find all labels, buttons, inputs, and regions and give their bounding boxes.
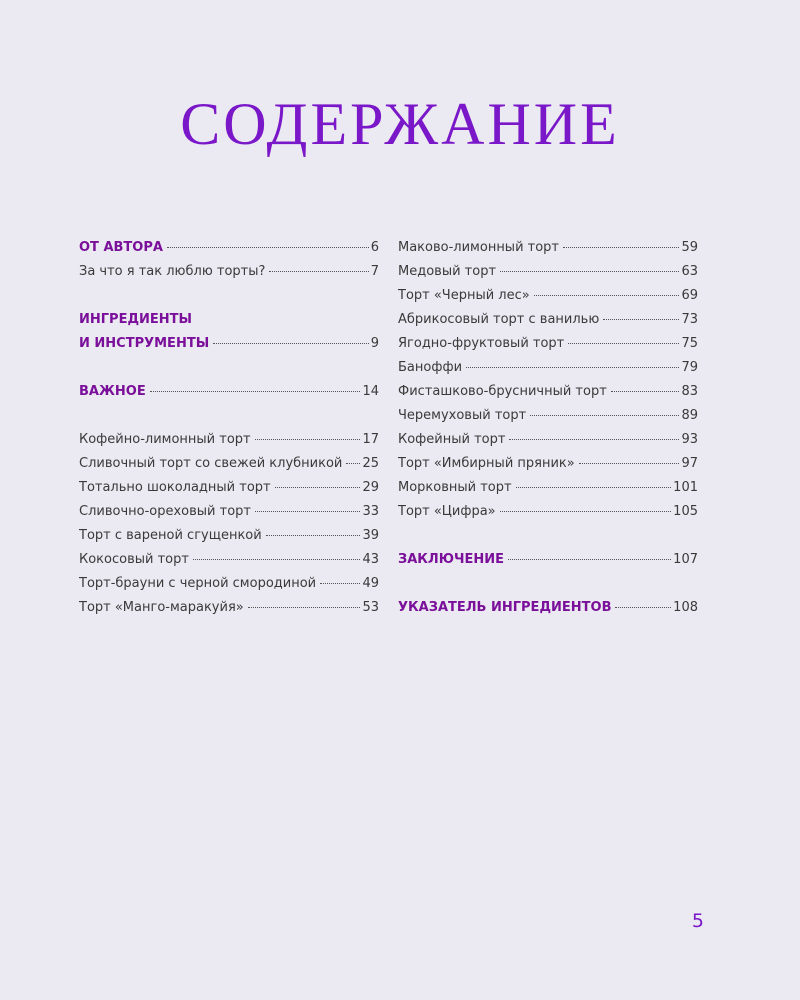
toc-entry-page: 59 [681,240,698,255]
toc-entry[interactable] [79,476,379,500]
toc-entry-index[interactable] [398,596,698,620]
toc-left-column [79,236,379,620]
dot-leader [615,607,671,608]
dot-leader [611,391,680,392]
toc-entry[interactable] [398,452,698,476]
dot-leader [500,511,672,512]
dot-leader [516,487,672,488]
toc-entry[interactable] [79,524,379,548]
toc-entry-page: 69 [681,288,698,303]
page-number: 5 [691,910,704,932]
dot-leader [193,559,361,560]
toc-entry-title: Кокосовый торт [79,552,189,567]
toc-entry-author[interactable] [79,236,379,260]
dot-leader [579,463,680,464]
toc-entry[interactable] [398,404,698,428]
dot-leader [500,271,679,272]
toc-entry[interactable] [398,476,698,500]
dot-leader [568,343,679,344]
toc-entry-title: ИНГРЕДИЕНТЫ [79,312,193,327]
toc-entry-title: Медовый торт [398,264,497,279]
toc-recipes-right [398,236,698,524]
toc-entry-page: 43 [362,552,379,567]
dot-leader [534,295,680,296]
toc-entry-title: Абрикосовый торт с ванилью [398,312,600,327]
dot-leader [530,415,679,416]
toc-entry-title: ОТ АВТОРА [79,240,163,255]
toc-entry-page: 49 [362,576,379,591]
dot-leader [275,487,361,488]
toc-entry-page: 63 [681,264,698,279]
toc-entry-page: 39 [362,528,379,543]
dot-leader [266,535,361,536]
dot-leader [255,439,361,440]
toc-heading-ingredients [79,308,379,332]
toc-entry-title: Черемуховый торт [398,408,527,423]
toc-entry-title: Сливочный торт со свежей клубникой [79,456,343,471]
toc-entry-page: 53 [362,600,379,615]
dot-leader [508,559,671,560]
toc-entry-page: 107 [673,552,698,567]
toc-right-column [398,236,698,620]
toc-entry-title: За что я так люблю торты? [79,264,266,279]
toc-entry-title: И ИНСТРУМЕНТЫ [79,336,210,351]
dot-leader [563,247,679,248]
toc-entry[interactable] [79,500,379,524]
toc-entry-page: 101 [673,480,698,495]
toc-entry-title: Сливочно-ореховый торт [79,504,251,519]
dot-leader [167,247,369,248]
toc-entry-page: 93 [681,432,698,447]
toc-entry-title: Торт-брауни с черной смородиной [79,576,317,591]
toc-entry-page: 9 [370,336,379,351]
toc-entry-title: Торт «Имбирный пряник» [398,456,575,471]
toc-entry-conclusion[interactable] [398,548,698,572]
toc-entry-page: 33 [362,504,379,519]
toc-entry[interactable] [398,356,698,380]
toc-entry[interactable] [79,572,379,596]
toc-entry-page: 25 [362,456,379,471]
toc-entry-page: 6 [370,240,379,255]
toc-entry-page: 79 [681,360,698,375]
toc-entry-title: Морковный торт [398,480,512,495]
toc-entry-title: Кофейный торт [398,432,506,447]
toc-entry-title: Фисташково-брусничный торт [398,384,607,399]
toc-entry-title: ВАЖНОЕ [79,384,146,399]
toc-entry-page: 7 [370,264,379,279]
toc-entry-title: Торт «Цифра» [398,504,496,519]
toc-entry-page: 83 [681,384,698,399]
toc-entry-title: Кофейно-лимонный торт [79,432,251,447]
dot-leader [255,511,360,512]
toc-entry-title: Торт с вареной сгущенкой [79,528,262,543]
dot-leader [466,367,679,368]
toc-entry-page: 14 [362,384,379,399]
dot-leader [346,463,360,464]
toc-entry[interactable] [398,500,698,524]
toc-entry-title: Баноффи [398,360,463,375]
toc-entry-page: 17 [362,432,379,447]
toc-entry-title: ЗАКЛЮЧЕНИЕ [398,552,505,567]
toc-recipes-left [79,428,379,620]
toc-entry-page: 108 [673,600,698,615]
dot-leader [509,439,679,440]
toc-entry-page: 73 [681,312,698,327]
toc-entry[interactable] [398,428,698,452]
toc-entry[interactable] [79,452,379,476]
page-title: СОДЕРЖАНИЕ [180,91,620,157]
toc-entry-page: 75 [681,336,698,351]
toc-entry[interactable] [398,260,698,284]
dot-leader [150,391,361,392]
toc-entry-ingredients[interactable] [79,332,379,356]
toc-entry-page: 29 [362,480,379,495]
toc-entry-why-cakes[interactable] [79,260,379,284]
toc-entry-title: Маково-лимонный торт [398,240,560,255]
toc-entry-page: 97 [681,456,698,471]
toc-entry-title: УКАЗАТЕЛЬ ИНГРЕДИЕНТОВ [398,600,612,615]
toc-entry-title: Тотально шоколадный торт [79,480,271,495]
toc-entry-title: Торт «Черный лес» [398,288,530,303]
toc-entry[interactable] [79,548,379,572]
toc-entry-page: 89 [681,408,698,423]
toc-entry[interactable] [398,308,698,332]
toc-entry[interactable] [398,332,698,356]
toc-entry[interactable] [79,596,379,620]
toc-entry[interactable] [398,380,698,404]
dot-leader [213,343,369,344]
toc-entry-page: 105 [673,504,698,519]
dot-leader [603,319,679,320]
toc-entry-title: Ягодно-фруктовый торт [398,336,565,351]
dot-leader [320,583,360,584]
toc-entry-important[interactable] [79,380,379,404]
toc-entry[interactable] [79,428,379,452]
toc-entry[interactable] [398,284,698,308]
dot-leader [269,271,368,272]
toc-entry-title: Торт «Манго-маракуйя» [79,600,244,615]
toc-entry[interactable] [398,236,698,260]
dot-leader [248,607,361,608]
